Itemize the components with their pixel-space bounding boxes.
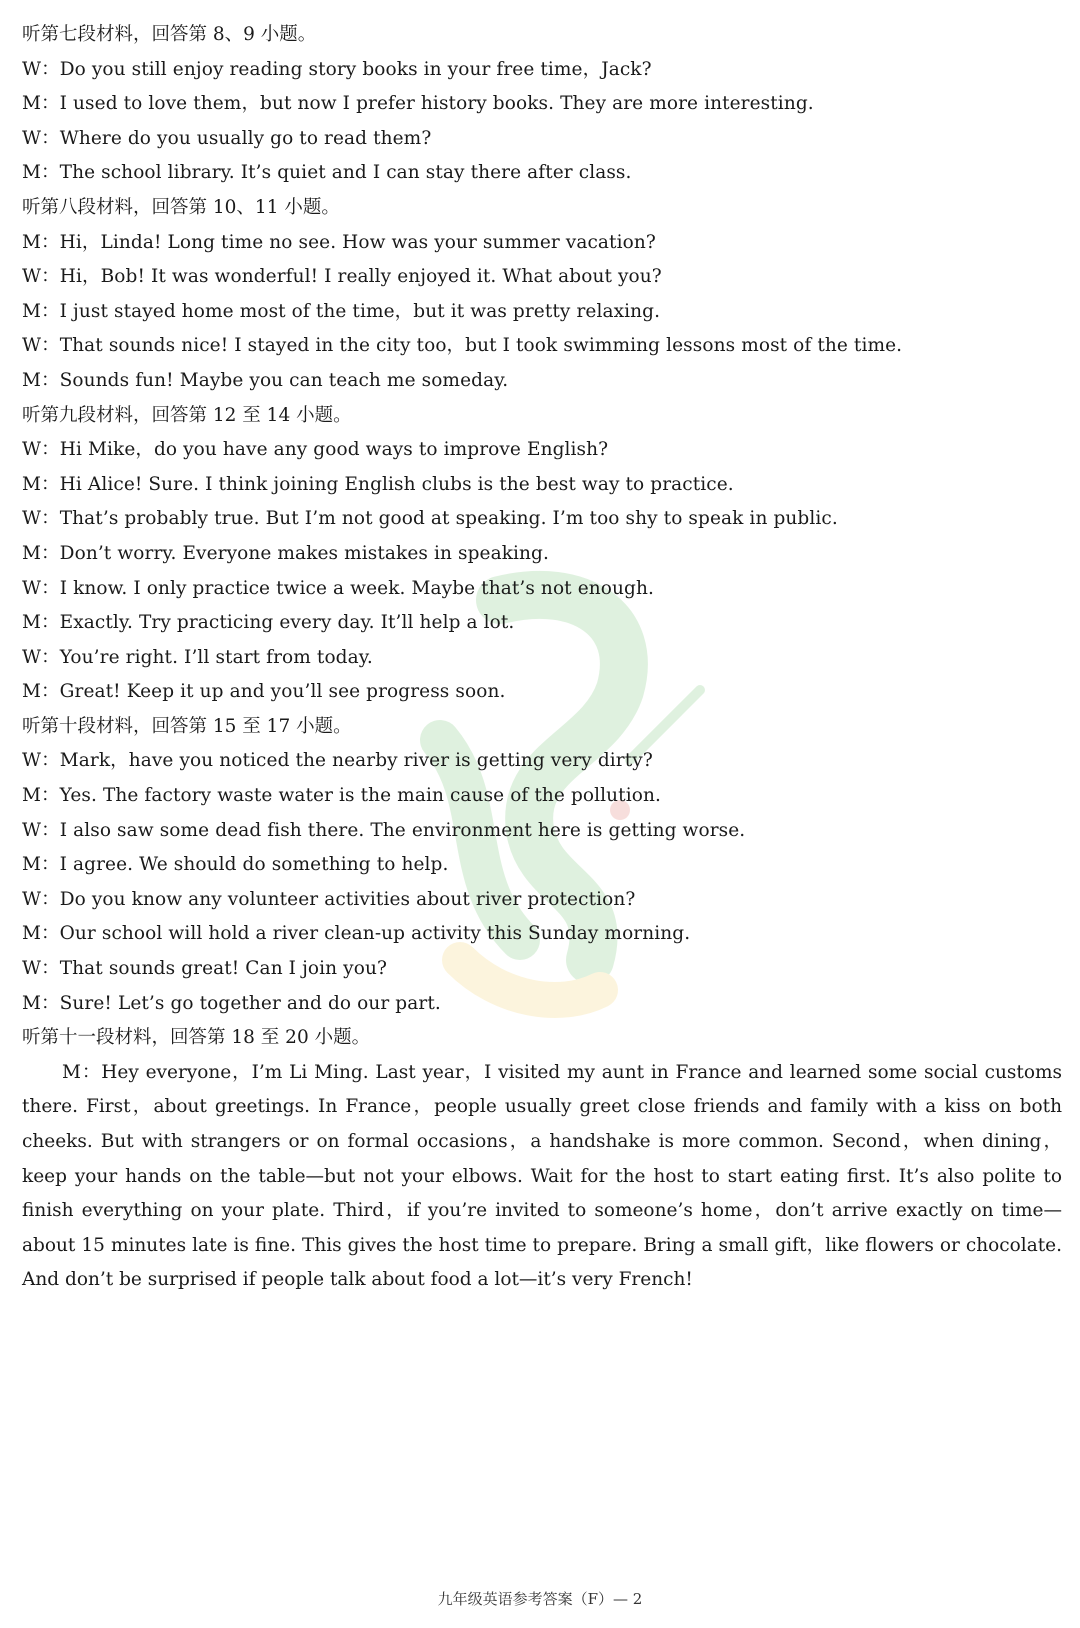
dialogue-line: W：I also saw some dead fish there. The environment here is getting worse.	[22, 819, 746, 841]
dialogue-line: M：The school library. It’s quiet and I can stay there after class.	[22, 162, 632, 184]
dialogue-line: M：I agree. We should do something to help.	[22, 854, 449, 876]
dialogue-line: M：Yes. The factory waste water is the main cause of the pollution.	[22, 785, 661, 807]
dialogue-line: M：Hi Alice! Sure. I think joining English clubs is the best way to practice.	[22, 473, 734, 495]
dialogue-line: M：Sounds fun! Maybe you can teach me someday.	[22, 369, 509, 391]
dialogue-section	[22, 191, 1062, 399]
dialogue-line: M：Hi，Linda! Long time no see. How was your summer vacation?	[22, 231, 656, 253]
dialogue-line: W：Mark，have you noticed the nearby river is getting very dirty?	[22, 750, 653, 772]
section-heading: 听第十一段材料，回答第 18 至 20 小题。	[22, 1027, 371, 1049]
dialogue-line: M：Great! Keep it up and you’ll see progress soon.	[22, 681, 506, 703]
dialogue-line: M：Don’t worry. Everyone makes mistakes in speaking.	[22, 542, 549, 564]
section-11	[22, 1021, 1062, 1298]
section-heading: 听第七段材料，回答第 8、9 小题。	[22, 24, 317, 45]
dialogue-section	[22, 18, 1062, 191]
dialogue-line: W：Where do you usually go to read them?	[22, 127, 432, 149]
dialogue-line: W：That sounds nice! I stayed in the city too，but I took swimming lessons most of the time.	[22, 335, 903, 357]
section-heading: 听第九段材料，回答第 12 至 14 小题。	[22, 404, 352, 426]
dialogue-line: W：You’re right. I’ll start from today.	[22, 646, 373, 668]
dialogue-section	[22, 710, 1062, 1021]
section-heading: 听第八段材料，回答第 10、11 小题。	[22, 196, 340, 218]
dialogue-section	[22, 399, 1062, 710]
dialogue-line: W：That’s probably true. But I’m not good at speaking. I’m too shy to speak in public.	[22, 508, 838, 530]
dialogue-line: M：Our school will hold a river clean-up activity this Sunday morning.	[22, 923, 691, 945]
dialogue-line: W：That sounds great! Can I join you?	[22, 958, 387, 980]
dialogue-line: W：Hi，Bob! It was wonderful! I really enjoyed it. What about you?	[22, 266, 662, 288]
dialogue-line: M：Exactly. Try practicing every day. It’ll help a lot.	[22, 612, 515, 634]
page-footer: 九年级英语参考答案（F）— 2	[437, 1590, 643, 1608]
dialogue-sections	[22, 18, 1062, 1021]
dialogue-line: W：I know. I only practice twice a week. Maybe that’s not enough.	[22, 577, 654, 599]
dialogue-line: W：Do you still enjoy reading story books in your free time，Jack?	[22, 58, 652, 80]
section-heading: 听第十段材料，回答第 15 至 17 小题。	[22, 715, 352, 737]
document-body	[22, 18, 1062, 1298]
dialogue-line: M：Sure! Let’s go together and do our part.	[22, 992, 441, 1014]
dialogue-line: W：Do you know any volunteer activities about river protection?	[22, 888, 636, 910]
dialogue-line: W：Hi Mike，do you have any good ways to improve English?	[22, 439, 609, 461]
dialogue-line: M：I just stayed home most of the time，but it was pretty relaxing.	[22, 300, 661, 322]
dialogue-line: M：I used to love them，but now I prefer history books. They are more interesting.	[22, 93, 814, 115]
monologue-paragraph: M：Hey everyone，I’m Li Ming. Last year，I visited my aunt in France and learned some social customs there. First，about greetings. In France，people usually greet close friends and family with a kiss on both cheeks. But with strangers or on formal occasions，a handshake is more common. Second，when dining，keep your hands on the table—but not your elbows. Wait for the host to start eating first. It’s also polite to finish everything on your plate. Third，if you’re invited to someone’s home，don’t arrive exactly on time—about 15 minutes late is fine. This gives the host time to prepare. Bring a small gift，like flowers or chocolate. And don’t be surprised if people talk about food a lot—it’s very French!	[22, 1061, 1062, 1291]
